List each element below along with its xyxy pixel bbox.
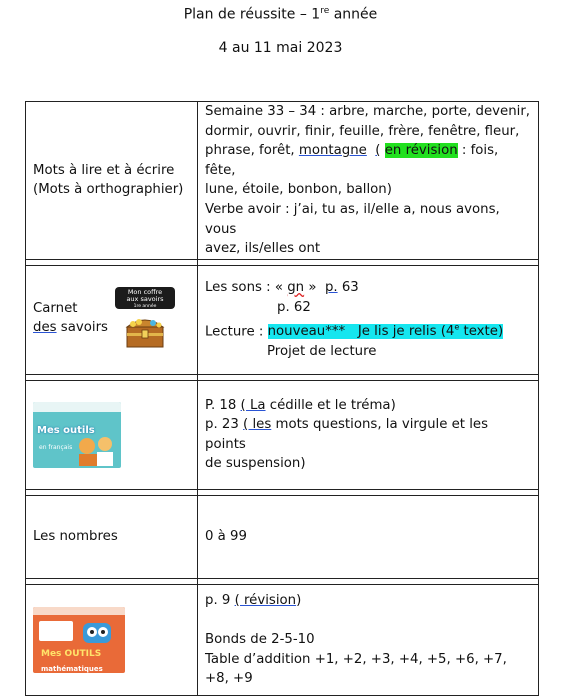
page-dates: 4 au 11 mai 2023 (218, 40, 343, 56)
title-tail: année (329, 6, 378, 23)
sons-text: Les sons : « (205, 280, 288, 296)
sons-text: » (304, 280, 325, 296)
p18-underlined: ( La (240, 397, 266, 413)
lecture-highlight-text: nouveau*** Je lis je relis (4 (267, 323, 455, 339)
title-superscript: re (320, 6, 330, 16)
cover-subtitle: mathématiques (41, 664, 103, 673)
cover-title: Mes OUTILS (41, 648, 102, 659)
montagne-word: montagne (298, 143, 367, 159)
gn-sound: gn (287, 280, 305, 296)
revision-highlight: en révision (384, 143, 458, 159)
blank-line (205, 610, 531, 630)
nombres-label-cell: Les nombres (26, 495, 198, 578)
p23-line: de suspension) (205, 456, 306, 472)
cover-subtitle: en français (39, 443, 73, 451)
lecture-highlight (268, 324, 504, 339)
title-text: Plan de réussite – 1 (183, 6, 321, 23)
lecture-highlight-text: texte) (459, 323, 504, 339)
cover-title: Mes outils (37, 424, 95, 436)
outils-fr-content-cell (198, 380, 539, 489)
p23-line (205, 415, 531, 454)
table-row-carnet (26, 265, 539, 374)
carnet-content-cell (198, 265, 539, 374)
carnet-label-line1: Carnet (33, 300, 78, 316)
verbe-line: Verbe avoir : j’ai, tu as, il/elle a, nous avons, vous (205, 201, 500, 237)
sons-text: 63 (337, 280, 359, 296)
robot-illustration (77, 617, 117, 649)
table-row-outils-maths (26, 584, 539, 695)
verbe-line: avez, ils/elles ont (205, 241, 321, 257)
badge-text: aux savoirs (126, 295, 164, 304)
nombres-content-cell: 0 à 99 (198, 495, 539, 578)
badge-text: Mon coffre (127, 287, 163, 296)
projet-line: Projet de lecture (267, 343, 377, 359)
mots-label-line1: Mots à lire et à écrire (33, 162, 175, 178)
p18-text: P. 18 (205, 397, 241, 413)
p62-line: p. 62 (277, 299, 311, 315)
lecture-text: Lecture : (205, 323, 268, 339)
mes-outils-francais-cover-icon (33, 402, 121, 468)
badge-text: 1re année (133, 303, 157, 309)
mots-text: phrase, forêt, (205, 143, 299, 159)
p18-line (205, 396, 531, 416)
mes-outils-maths-cover-icon (33, 607, 125, 673)
lecture-sup: e (454, 322, 460, 332)
mots-line: Semaine 33 – 34 : arbre, marche, porte, devenir, (205, 104, 531, 119)
p9-underlined: ( révision (234, 592, 297, 608)
p9-text: ) (296, 592, 302, 608)
mots-label-line2: (Mots à orthographier) (33, 182, 184, 198)
des-word: des (33, 320, 57, 336)
mots-line (205, 141, 531, 180)
mots-line: dormir, ouvrir, finir, feuille, frère, fenêtre, fleur, (205, 123, 520, 139)
p9-text: p. 9 (205, 592, 235, 608)
mots-text: : fois, fête, (205, 143, 499, 178)
p23-text: p. 23 (205, 417, 244, 433)
table-row-mots (26, 102, 539, 260)
mots-line: lune, étoile, bonbon, ballon) (205, 182, 392, 198)
lecture-line (205, 318, 531, 342)
mots-label-cell (26, 102, 198, 260)
table-addition-line: Table d’addition +1, +2, +3, +4, +5, +6, +7, +8, +9 (205, 651, 507, 687)
table-row-nombres (26, 495, 539, 578)
carnet-label-line2 (33, 318, 108, 338)
p23-underlined: ( les (243, 417, 272, 433)
plan-table (25, 101, 539, 696)
mots-content-cell (198, 102, 539, 260)
character-illustration (75, 432, 119, 466)
carnet-label-cell (26, 265, 198, 374)
treasure-chest-icon (115, 287, 175, 353)
coffre-sign (115, 287, 175, 309)
table-row-outils-francais (26, 380, 539, 489)
outils-ma-content-cell (198, 584, 539, 695)
page-title (0, 6, 561, 23)
p18-text: cédille et le tréma) (265, 397, 396, 413)
p23-text: mots questions, la virgule et les points (205, 417, 489, 452)
outils-ma-cell (26, 584, 198, 695)
savoirs-word: savoirs (56, 320, 108, 336)
p9-line (205, 591, 531, 611)
page-ref: p. (324, 280, 338, 296)
paren-underlined: ( (375, 143, 381, 159)
outils-fr-cell (26, 380, 198, 489)
sons-line (205, 278, 531, 298)
chest-drawing (123, 313, 167, 351)
bonds-line: Bonds de 2-5-10 (205, 631, 315, 647)
